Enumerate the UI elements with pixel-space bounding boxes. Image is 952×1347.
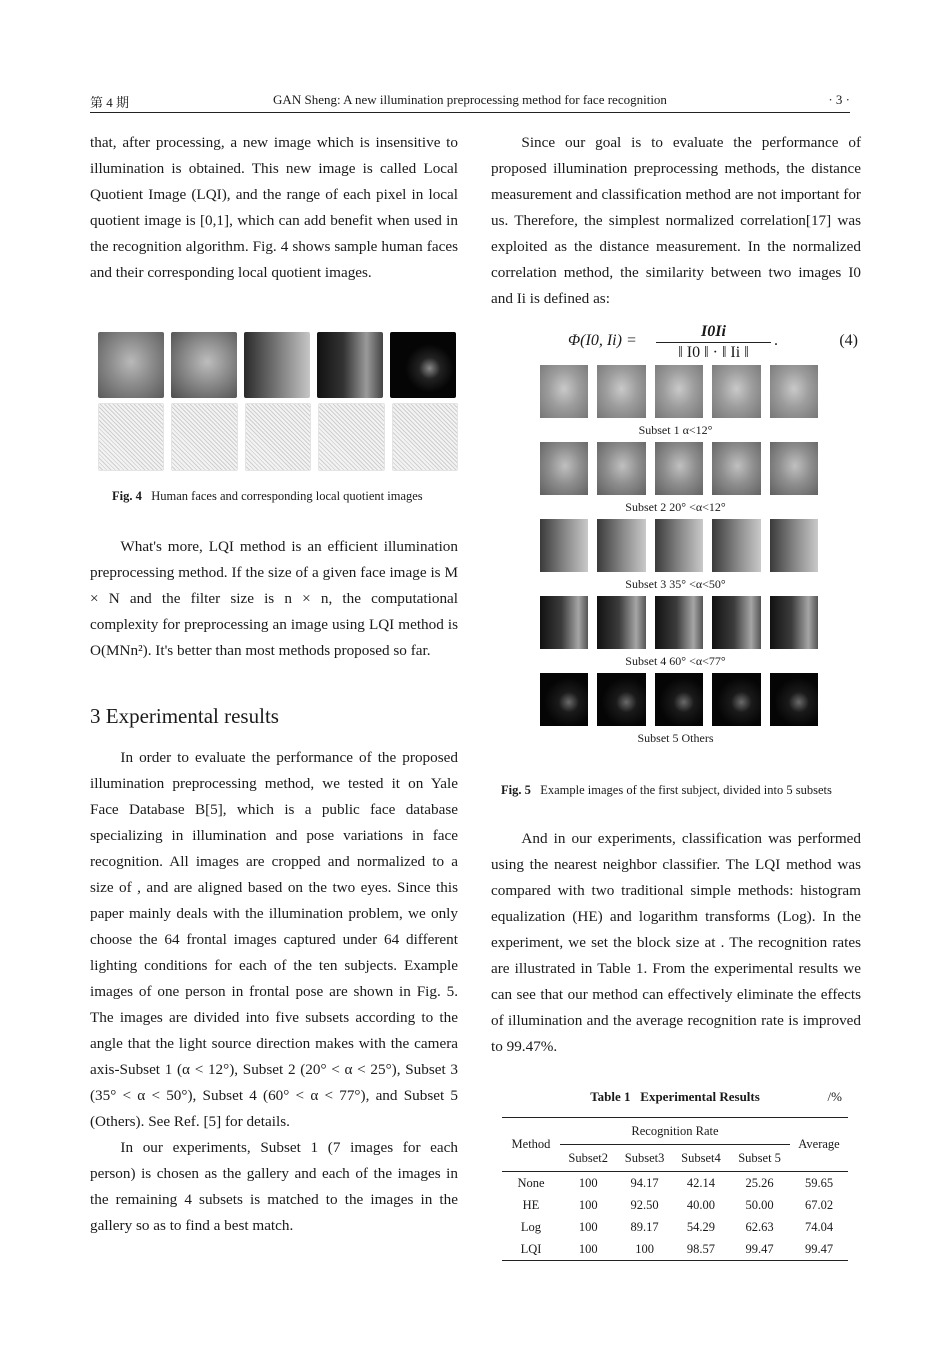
equation-fraction [656,323,771,362]
table-cell: 89.17 [630,1219,659,1234]
table-unit: /% [827,1089,842,1104]
table-row [502,1216,848,1238]
average-header: Average [798,1137,840,1151]
lqi-row [98,403,458,471]
fig5-caption [501,778,853,802]
table-cell: 100 [578,1197,598,1212]
running-header [90,90,850,113]
face-image [597,442,645,495]
face-row [98,332,458,398]
face-image [712,596,760,649]
table-cell: 74.04 [804,1219,834,1234]
face-image [317,332,383,398]
right-paragraph-2: And in our experiments, classification was performed using the nearest neighbor classifier. The LQI method was compared with two traditional simple methods: histogram equalization (HE) and logarithm transforms (Log). In the experiment, we set the block size at . The recognition rates are illustrated in Table 1. From the experimental results we can see that our method can effectively eliminate the effects of illumination and the average recognition rate is improved to 99.47%. [491,830,861,1055]
table-cell: LQI [520,1241,542,1256]
lqi-image [98,403,164,471]
table-cell: 54.29 [686,1219,715,1234]
left-paragraph-1: that, after processing, a new image which is insensitive to illumination is obtained. This new image is called Local Quotient Image (LQI), and the range of each pixel in local quotient image is [0,1], which can add benefit when used in the recognition algorithm. Fig. 4 shows sample human faces and their corresponding local quotient images. [90,134,458,281]
face-image [655,519,703,572]
lqi-image [318,403,384,471]
lqi-image [245,403,311,471]
section-title: 3 Experimental results [90,704,279,728]
face-image [655,365,703,418]
fig4-caption-text: Human faces and corresponding local quotient images [151,489,423,503]
results-table [502,1117,848,1261]
table-cell: 100 [578,1219,598,1234]
face-image [540,519,588,572]
face-image [540,596,588,649]
equation-lhs: Φ(I0, Ii) = [568,332,637,349]
subset5-header: Subset 5 [738,1150,781,1165]
subset3-header: Subset3 [624,1150,665,1165]
fig5-caption-text: Example images of the first subject, divided into 5 subsets [540,783,832,797]
table-caption: Experimental Results [640,1089,760,1104]
left-paragraph-2: What's more, LQI method is an efficient illumination preprocessing method. If the size of a given face image is M × N and the filter size is n × n, the computational complexity for preprocessing an image using LQI method is O(MNn²). It's better than most methods proposed so far. [90,538,458,659]
face-image [655,442,703,495]
face-image [597,596,645,649]
equation-number: (4) [839,332,858,349]
face-image [712,442,760,495]
face-image [712,673,760,726]
subset-4-label: Subset 4 60° <α<77° [625,654,726,668]
face-image [540,365,588,418]
table-cell: 99.47 [804,1241,834,1256]
figure-5 [538,365,818,750]
table-cell: HE [522,1197,540,1212]
figure-4 [98,332,458,476]
face-image [597,365,645,418]
table-cell: 40.00 [686,1197,715,1212]
face-image [171,332,237,398]
table-row [502,1238,848,1261]
table-cell: 94.17 [630,1175,659,1190]
equation-denominator: ‖ I0 ‖ · ‖ Ii ‖ [678,344,749,361]
equation-period: . [774,332,778,349]
equation-numerator: I0Ii [656,323,771,343]
subset-2-row [540,442,818,495]
table-cell: 92.50 [630,1197,659,1212]
table-cell: None [517,1175,545,1190]
page-number: · 3 · [828,92,850,107]
face-image [712,365,760,418]
equation-4 [568,323,860,363]
face-image [712,519,760,572]
table-cell: 42.14 [686,1175,715,1190]
subset-5-row [540,673,818,726]
fig5-caption-label: Fig. 5 [501,783,531,797]
face-image [597,519,645,572]
subset-3-row [540,519,818,572]
table-cell: 98.57 [686,1241,715,1256]
subset-2-label: Subset 2 20° <α<12° [625,500,726,514]
table-row [502,1194,848,1216]
face-image [540,442,588,495]
lqi-image [392,403,458,471]
table-cell: 59.65 [804,1175,834,1190]
face-image [655,596,703,649]
table-number: Table 1 [590,1089,631,1104]
left-paragraph-4: In our experiments, Subset 1 (7 images for each person) is chosen as the gallery and each of the images in the remaining 4 subsets is matched to the images in the gallery so as to find a best match. [90,1139,458,1234]
table-cell: 25.26 [745,1175,774,1190]
fig4-caption-label: Fig. 4 [112,489,142,503]
left-paragraph-3: In order to evaluate the performance of the proposed illumination preprocessing method, we tested it on Yale Face Database B[5], which is a public face database specializing in illumination and pose variations in face recognition. All images are cropped and normalized to a size of , and are aligned based on the two eyes. Since this paper mainly deals with the illumination problem, we only choose the 64 frontal images captured under 64 different lighting conditions for each of the ten subjects. Example images of one person in frontal pose are shown in Fig. 5. The images are divided into five subsets according to the angle that the light source direction makes with the camera axis-Subset 1 (α < 12°), Subset 2 (20° < α < 25°), Subset 3 (35° < α < 50°), Subset 4 (60° < α < 77°), and Subset 5 (Others). See Ref. [5] for details. In our experiments, Subset 1 (7 images for each person) is chosen as the gallery and each of the images in the remaining 4 subsets is matched to the images in the gallery so as to find a best match. [90,745,458,1239]
subset-4-row [540,596,818,649]
subset-5-label: Subset 5 Others [637,731,714,745]
subset4-header: Subset4 [681,1150,721,1165]
table-row [502,1172,848,1195]
face-image [770,442,818,495]
table-cell: 100 [578,1175,598,1190]
subset-3-label: Subset 3 35° <α<50° [625,577,726,591]
face-image [770,365,818,418]
subset-1-label: Subset 1 α<12° [638,423,713,437]
recognition-rate-header: Recognition Rate [560,1118,790,1145]
face-image [98,332,164,398]
table-cell: 100 [635,1241,654,1256]
table-cell: 99.47 [745,1241,774,1256]
table-cell: 67.02 [804,1197,834,1212]
table-cell: 50.00 [745,1197,774,1212]
table-cell: 100 [578,1241,598,1256]
table-header-row [502,1118,848,1145]
face-image [655,673,703,726]
face-image [244,332,310,398]
table-cell: 62.63 [745,1219,774,1234]
method-header: Method [511,1137,551,1151]
face-image [597,673,645,726]
subset2-header: Subset2 [568,1150,608,1165]
subset-1-row [540,365,818,418]
lqi-image [171,403,237,471]
issue-label: 第 4 期 [90,95,130,110]
table-cell: Log [520,1219,542,1234]
face-image [390,332,456,398]
face-image [770,596,818,649]
face-image [770,673,818,726]
face-image [540,673,588,726]
running-title: GAN Sheng: A new illumination preprocessing method for face recognition [273,92,667,107]
fig4-caption [112,484,452,508]
face-image [770,519,818,572]
right-paragraph-1: Since our goal is to evaluate the performance of proposed illumination preprocessing methods, the distance measurement and classification method are not important for us. Therefore, the simplest normalized correlation[17] was exploited as the distance measurement. In the normalized correlation method, the similarity between two images I0 and Ii is defined as: [491,134,861,307]
